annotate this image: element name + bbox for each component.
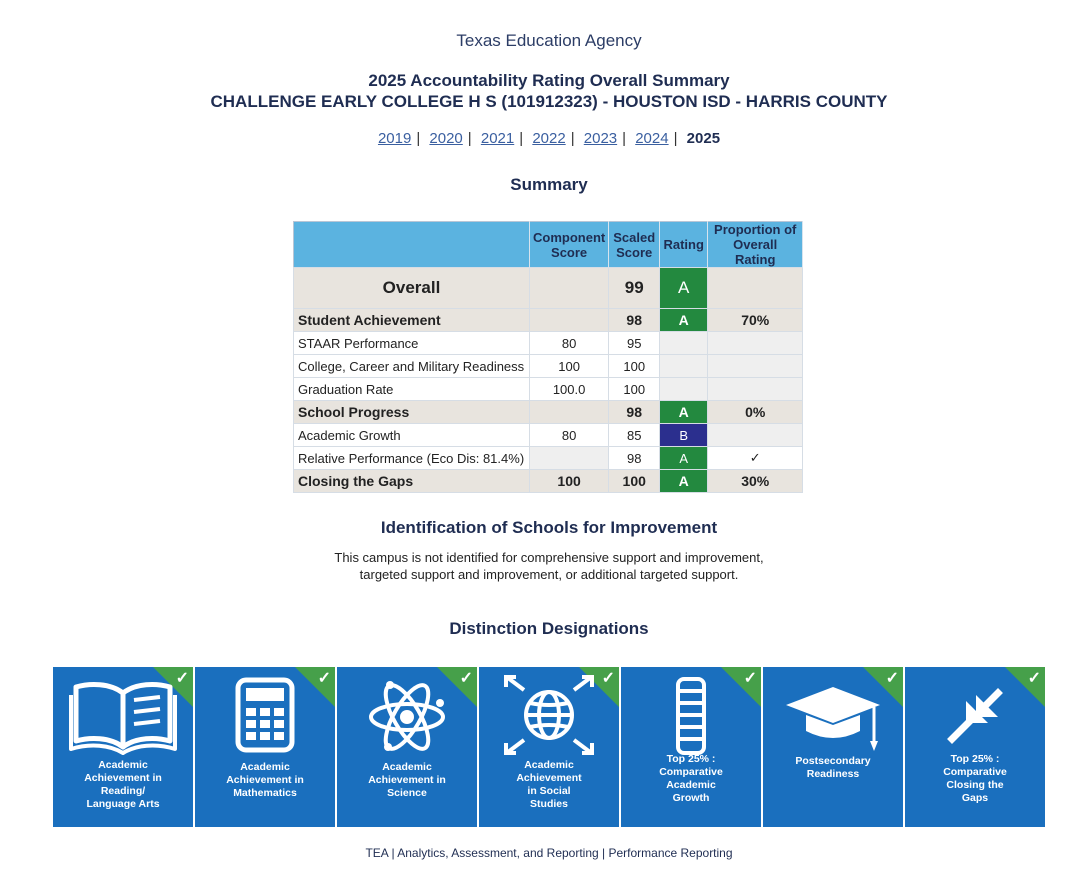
- row-label: STAAR Performance: [294, 332, 530, 355]
- distinction-tile-postsecondary-readiness[interactable]: [763, 667, 903, 827]
- distinction-tile-mathematics[interactable]: [195, 667, 335, 827]
- check-icon: ✓: [601, 670, 615, 687]
- summary-table: [293, 221, 803, 493]
- table-row: [294, 447, 803, 470]
- tile-label: Academic Achievement in Mathematics: [226, 761, 304, 799]
- scaled-score: 95: [609, 332, 660, 355]
- table-header-row: [294, 222, 803, 268]
- scaled-score: 98: [609, 447, 660, 470]
- distinction-tile-closing-the-gaps[interactable]: [905, 667, 1045, 827]
- table-row: [294, 378, 803, 401]
- column-header-proportion: Proportion of Overall Rating: [708, 222, 803, 268]
- component-score: [530, 447, 609, 470]
- identification-heading: Identification of Schools for Improvement: [380, 518, 718, 537]
- table-row: [294, 424, 803, 447]
- tile-label: Top 25% : Comparative Closing the Gaps: [943, 753, 1007, 804]
- year-separator: |: [519, 130, 524, 147]
- check-icon: ✓: [175, 670, 189, 687]
- check-icon: ✓: [743, 670, 757, 687]
- rating-badge: A: [660, 470, 708, 493]
- distinction-tiles: [53, 667, 1047, 827]
- row-label: Student Achievement: [294, 309, 530, 332]
- ladder-icon: [636, 675, 746, 755]
- component-score: 100: [530, 355, 609, 378]
- year-link-2019[interactable]: 2019: [377, 130, 412, 147]
- check-icon: ✓: [708, 447, 803, 470]
- year-separator: |: [467, 130, 472, 147]
- identification-line: This campus is not identified for comprehensive support and improvement,: [334, 550, 764, 565]
- tile-label: Academic Achievement in Science: [368, 761, 446, 799]
- page-title: 2025 Accountability Rating Overall Summary: [368, 71, 730, 90]
- tile-label: Top 25% : Comparative Academic Growth: [659, 753, 723, 804]
- component-score: 80: [530, 332, 609, 355]
- proportion: 70%: [708, 309, 803, 332]
- distinctions-heading: Distinction Designations: [449, 619, 649, 638]
- component-score: 100: [530, 470, 609, 493]
- table-row-section: [294, 309, 803, 332]
- row-label: Graduation Rate: [294, 378, 530, 401]
- graduation-cap-icon: [778, 675, 888, 755]
- rating-badge: A: [660, 447, 708, 470]
- rating-badge: A: [660, 268, 708, 309]
- identification-text: [0, 549, 1080, 583]
- distinction-tile-science[interactable]: [337, 667, 477, 827]
- row-label: Relative Performance (Eco Dis: 81.4%): [294, 447, 530, 470]
- identification-line: targeted support and improvement, or additional targeted support.: [359, 567, 739, 582]
- scaled-score: 100: [609, 470, 660, 493]
- check-icon: ✓: [459, 670, 473, 687]
- component-score: 80: [530, 424, 609, 447]
- summary-heading: Summary: [510, 175, 588, 194]
- proportion: 30%: [708, 470, 803, 493]
- table-row: [294, 355, 803, 378]
- year-separator: |: [673, 130, 678, 147]
- rating-cell: [660, 378, 708, 401]
- year-separator: |: [622, 130, 627, 147]
- check-icon: ✓: [885, 670, 899, 687]
- check-icon: ✓: [1027, 670, 1041, 687]
- year-link-2023[interactable]: 2023: [583, 130, 618, 147]
- scaled-score: 98: [609, 309, 660, 332]
- year-link-2022[interactable]: 2022: [532, 130, 566, 147]
- year-current: 2025: [686, 130, 721, 147]
- table-row-overall: [294, 268, 803, 309]
- column-header-label: [294, 222, 530, 268]
- globe-arrows-icon: [494, 675, 604, 755]
- table-row-section: [294, 401, 803, 424]
- atom-icon: [352, 675, 462, 755]
- row-label: College, Career and Military Readiness: [294, 355, 530, 378]
- calculator-icon: [210, 675, 320, 755]
- year-separator: |: [570, 130, 575, 147]
- year-link-2024[interactable]: 2024: [635, 130, 669, 147]
- check-icon: ✓: [317, 670, 331, 687]
- component-score: [530, 401, 609, 424]
- rating-cell: [660, 355, 708, 378]
- proportion: [708, 378, 803, 401]
- rating-badge: A: [660, 401, 708, 424]
- component-score: 100.0: [530, 378, 609, 401]
- proportion: [708, 332, 803, 355]
- distinction-tile-academic-growth[interactable]: [621, 667, 761, 827]
- table-row: [294, 332, 803, 355]
- proportion: [708, 355, 803, 378]
- scaled-score: 99: [609, 268, 660, 309]
- campus-title: CHALLENGE EARLY COLLEGE H S (101912323) - HOUSTON ISD - HARRIS COUNTY: [210, 92, 888, 111]
- footer-text: TEA | Analytics, Assessment, and Reporting | Performance Reporting: [365, 846, 733, 860]
- tile-label: Academic Achievement in Social Studies: [516, 759, 582, 810]
- open-book-icon: [68, 675, 178, 755]
- agency-name: Texas Education Agency: [456, 31, 642, 50]
- proportion: [708, 424, 803, 447]
- column-header-scaled-score: Scaled Score: [609, 222, 660, 268]
- tile-label: Postsecondary Readiness: [795, 755, 871, 780]
- year-separator: |: [416, 130, 421, 147]
- row-label: Closing the Gaps: [294, 470, 530, 493]
- row-label: School Progress: [294, 401, 530, 424]
- rating-cell: [660, 332, 708, 355]
- distinction-tile-reading[interactable]: [53, 667, 193, 827]
- component-score: [530, 309, 609, 332]
- scaled-score: 85: [609, 424, 660, 447]
- rating-badge: B: [660, 424, 708, 447]
- column-header-component-score: Component Score: [530, 222, 609, 268]
- table-row-section: [294, 470, 803, 493]
- scaled-score: 100: [609, 355, 660, 378]
- year-link-2020[interactable]: 2020: [429, 130, 463, 147]
- distinction-tile-social-studies[interactable]: [479, 667, 619, 827]
- column-header-rating: Rating: [660, 222, 708, 268]
- scaled-score: 100: [609, 378, 660, 401]
- year-navigation: [0, 130, 1080, 147]
- row-label: Academic Growth: [294, 424, 530, 447]
- rating-badge: A: [660, 309, 708, 332]
- tile-label: Academic Achievement in Reading/ Language Arts: [84, 759, 162, 810]
- converging-arrows-icon: [920, 675, 1030, 755]
- proportion: [708, 268, 803, 309]
- year-link-2021[interactable]: 2021: [480, 130, 515, 147]
- proportion: 0%: [708, 401, 803, 424]
- component-score: [530, 268, 609, 309]
- scaled-score: 98: [609, 401, 660, 424]
- row-label: Overall: [294, 268, 530, 309]
